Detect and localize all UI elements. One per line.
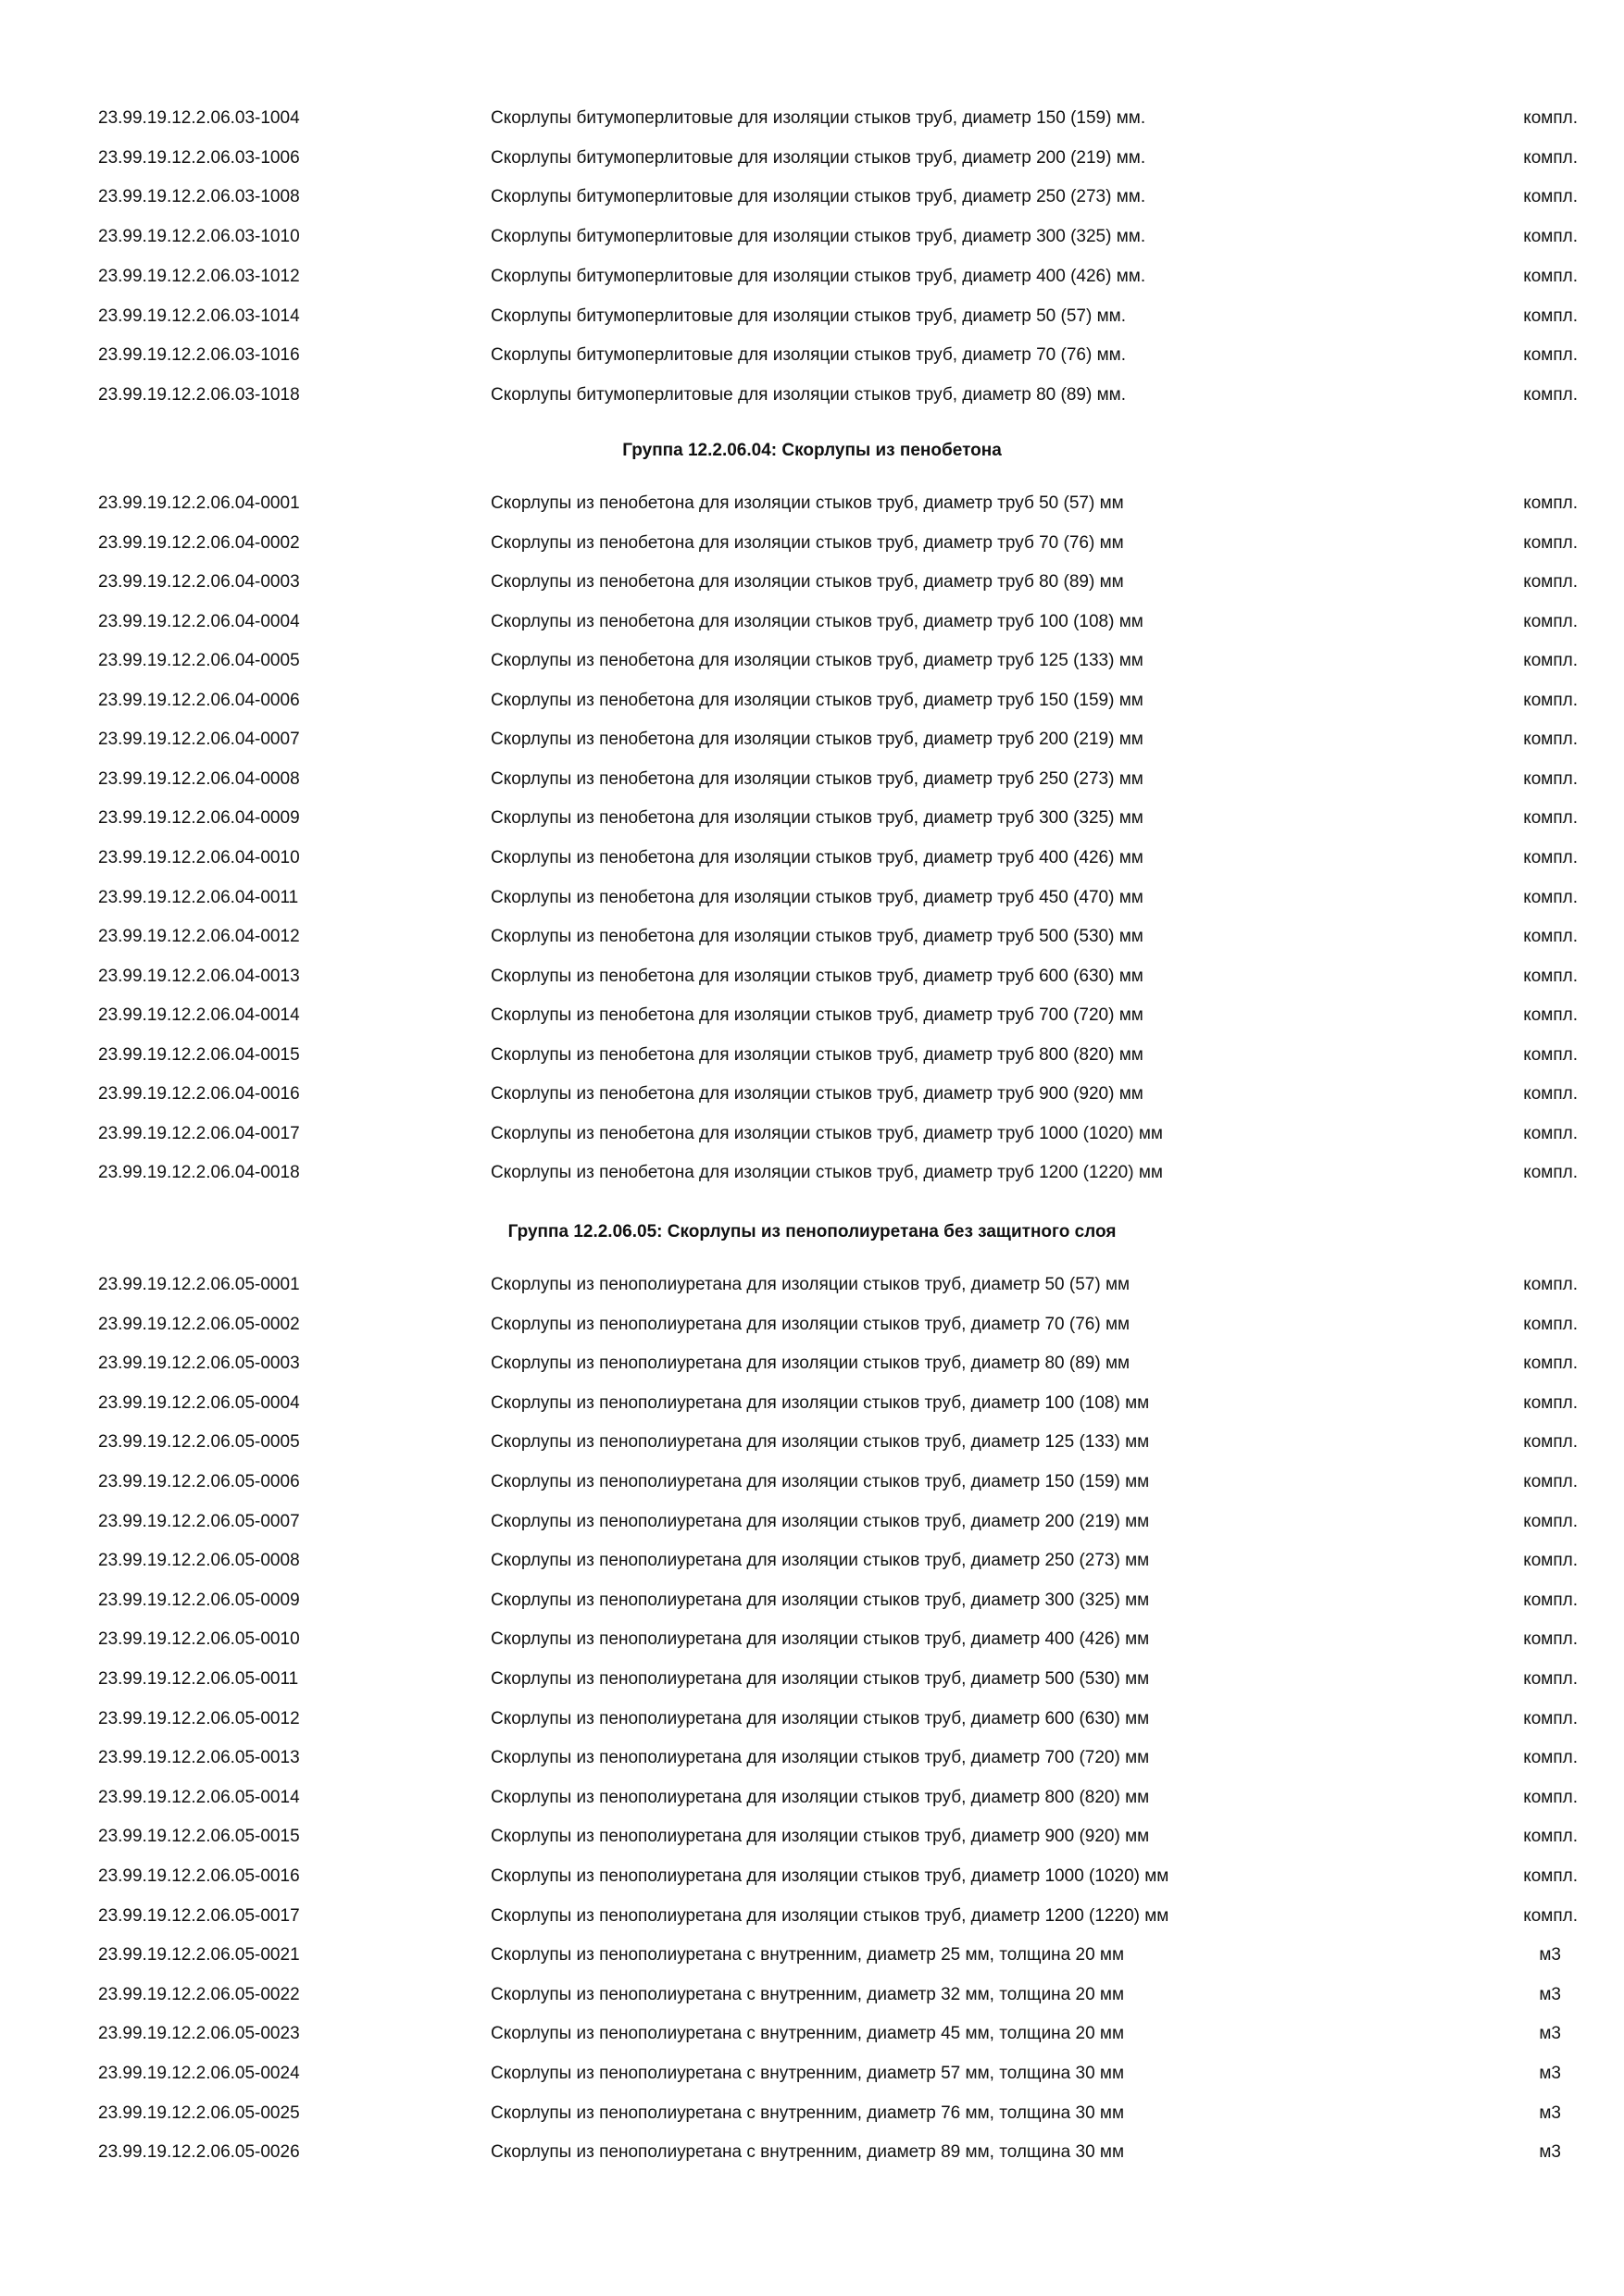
item-unit: компл. (1523, 1787, 1578, 1807)
item-code: 23.99.19.12.2.06.04-0016 (98, 1084, 300, 1104)
item-name: Скорлупы из пенополиуретана с внутренним, диаметр 57 мм, толщина 30 мм (491, 2064, 1125, 2083)
item-code: 23.99.19.12.2.06.03-1004 (98, 108, 300, 128)
table-row (0, 1462, 1624, 1502)
item-code: 23.99.19.12.2.06.04-0017 (98, 1123, 300, 1143)
table-row (0, 1343, 1624, 1383)
item-name: Скорлупы из пенобетона для изоляции стыков труб, диаметр труб 80 (89) мм (491, 572, 1124, 593)
item-unit: компл. (1523, 1629, 1578, 1650)
item-unit: компл. (1523, 1123, 1578, 1143)
item-code: 23.99.19.12.2.06.04-0006 (98, 690, 300, 710)
table-row (0, 562, 1624, 602)
item-name: Скорлупы из пенополиуретана для изоляции стыков труб, диаметр 1200 (1220) мм (491, 1905, 1169, 1926)
item-code: 23.99.19.12.2.06.04-0014 (98, 1005, 300, 1026)
item-unit: компл. (1523, 611, 1578, 631)
table-row (0, 217, 1624, 256)
table-row (0, 838, 1624, 878)
group-header-12-2-06-05: Группа 12.2.06.05: Скорлупы из пенополиуретана без защитного слоя (507, 1222, 1117, 1242)
item-unit: компл. (1523, 227, 1578, 247)
item-name: Скорлупы из пенополиуретана для изоляции стыков труб, диаметр 150 (159) мм (491, 1472, 1150, 1491)
table-row (0, 1035, 1624, 1075)
item-code: 23.99.19.12.2.06.03-1016 (98, 345, 300, 366)
item-name: Скорлупы из пенобетона для изоляции стыков труб, диаметр труб 600 (630) мм (491, 966, 1143, 986)
item-code: 23.99.19.12.2.06.04-0018 (98, 1163, 300, 1183)
item-name: Скорлупы из пенополиуретана с внутренним, диаметр 25 мм, толщина 20 мм (491, 1945, 1125, 1965)
item-name: Скорлупы битумоперлитовые для изоляции стыков труб, диаметр 300 (325) мм. (491, 227, 1146, 247)
item-unit: м3 (1539, 2103, 1561, 2123)
item-name: Скорлупы из пенополиуретана для изоляции стыков труб, диаметр 800 (820) мм (491, 1787, 1150, 1807)
item-unit: компл. (1523, 1669, 1578, 1689)
item-code: 23.99.19.12.2.06.03-1008 (98, 187, 300, 207)
item-code: 23.99.19.12.2.06.04-0007 (98, 730, 300, 750)
item-name: Скорлупы из пенополиуретана для изоляции стыков труб, диаметр 50 (57) мм (491, 1275, 1131, 1294)
item-name: Скорлупы битумоперлитовые для изоляции стыков труб, диаметр 150 (159) мм. (491, 108, 1146, 128)
table-row (0, 798, 1624, 838)
item-unit: компл. (1523, 768, 1578, 789)
table-row (0, 719, 1624, 759)
item-unit: компл. (1523, 493, 1578, 513)
item-name: Скорлупы битумоперлитовые для изоляции стыков труб, диаметр 400 (426) мм. (491, 266, 1146, 286)
item-code: 23.99.19.12.2.06.05-0008 (98, 1551, 300, 1571)
item-name: Скорлупы из пенополиуретана для изоляции стыков труб, диаметр 900 (920) мм (491, 1827, 1150, 1847)
item-code: 23.99.19.12.2.06.05-0005 (98, 1432, 300, 1453)
item-name: Скорлупы из пенобетона для изоляции стыков труб, диаметр труб 250 (273) мм (491, 768, 1143, 789)
item-code: 23.99.19.12.2.06.03-1012 (98, 266, 300, 286)
item-unit: компл. (1523, 384, 1578, 405)
table-row (0, 641, 1624, 680)
table-row (0, 483, 1624, 523)
item-unit: компл. (1523, 1827, 1578, 1847)
item-code: 23.99.19.12.2.06.03-1014 (98, 306, 300, 326)
item-name: Скорлупы из пенобетона для изоляции стыков труб, диаметр труб 300 (325) мм (491, 808, 1143, 829)
item-code: 23.99.19.12.2.06.04-0004 (98, 611, 300, 631)
item-unit: компл. (1523, 1392, 1578, 1413)
table-row (0, 335, 1624, 375)
item-code: 23.99.19.12.2.06.05-0013 (98, 1748, 300, 1768)
item-unit: компл. (1523, 306, 1578, 326)
item-unit: м3 (1539, 1984, 1561, 2004)
item-unit: компл. (1523, 1472, 1578, 1491)
item-unit: компл. (1523, 808, 1578, 829)
item-code: 23.99.19.12.2.06.05-0023 (98, 2024, 300, 2044)
item-code: 23.99.19.12.2.06.03-1018 (98, 384, 300, 405)
item-unit: м3 (1539, 2024, 1561, 2044)
item-unit: компл. (1523, 1708, 1578, 1728)
item-code: 23.99.19.12.2.06.04-0012 (98, 927, 300, 947)
item-name: Скорлупы из пенобетона для изоляции стыков труб, диаметр труб 1000 (1020) мм (491, 1123, 1163, 1143)
item-code: 23.99.19.12.2.06.04-0008 (98, 768, 300, 789)
item-unit: компл. (1523, 690, 1578, 710)
table-row (0, 1935, 1624, 1975)
item-name: Скорлупы из пенобетона для изоляции стыков труб, диаметр труб 450 (470) мм (491, 887, 1143, 907)
item-name: Скорлупы из пенополиуретана с внутренним, диаметр 76 мм, толщина 30 мм (491, 2103, 1125, 2123)
table-row (0, 296, 1624, 336)
item-name: Скорлупы из пенобетона для изоляции стыков труб, диаметр труб 1200 (1220) мм (491, 1163, 1163, 1183)
item-unit: компл. (1523, 730, 1578, 750)
item-name: Скорлупы из пенополиуретана с внутренним, диаметр 89 мм, толщина 30 мм (491, 2142, 1125, 2163)
table-row (0, 602, 1624, 642)
table-row (0, 1153, 1624, 1192)
item-code: 23.99.19.12.2.06.05-0007 (98, 1511, 300, 1531)
item-unit: компл. (1523, 1163, 1578, 1183)
item-name: Скорлупы битумоперлитовые для изоляции стыков труб, диаметр 70 (76) мм. (491, 345, 1126, 366)
item-code: 23.99.19.12.2.06.05-0017 (98, 1905, 300, 1926)
item-unit: компл. (1523, 1354, 1578, 1374)
item-name: Скорлупы из пенобетона для изоляции стыков труб, диаметр труб 70 (76) мм (491, 532, 1124, 553)
item-unit: компл. (1523, 147, 1578, 168)
table-row (0, 1265, 1624, 1304)
item-unit: компл. (1523, 345, 1578, 366)
item-code: 23.99.19.12.2.06.05-0014 (98, 1787, 300, 1807)
item-name: Скорлупы из пенополиуретана для изоляции стыков труб, диаметр 300 (325) мм (491, 1590, 1150, 1610)
item-code: 23.99.19.12.2.06.05-0002 (98, 1314, 300, 1334)
item-code: 23.99.19.12.2.06.04-0002 (98, 532, 300, 553)
table-row (0, 995, 1624, 1035)
group-header-12-2-06-04: Группа 12.2.06.04: Скорлупы из пенобетона (622, 441, 1002, 460)
table-row (0, 1659, 1624, 1699)
item-unit: компл. (1523, 266, 1578, 286)
item-code: 23.99.19.12.2.06.04-0013 (98, 966, 300, 986)
item-code: 23.99.19.12.2.06.04-0005 (98, 651, 300, 671)
item-name: Скорлупы из пенополиуретана для изоляции стыков труб, диаметр 250 (273) мм (491, 1551, 1150, 1571)
item-name: Скорлупы битумоперлитовые для изоляции стыков труб, диаметр 250 (273) мм. (491, 187, 1146, 207)
item-name: Скорлупы битумоперлитовые для изоляции стыков труб, диаметр 200 (219) мм. (491, 147, 1146, 168)
item-unit: м3 (1539, 2064, 1561, 2083)
table-row (0, 1114, 1624, 1154)
item-unit: компл. (1523, 1314, 1578, 1334)
item-code: 23.99.19.12.2.06.04-0003 (98, 572, 300, 593)
table-row (0, 878, 1624, 917)
item-unit: компл. (1523, 1748, 1578, 1768)
item-name: Скорлупы из пенобетона для изоляции стыков труб, диаметр труб 125 (133) мм (491, 651, 1143, 671)
item-unit: компл. (1523, 651, 1578, 671)
table-row (0, 2014, 1624, 2053)
item-name: Скорлупы из пенополиуретана для изоляции стыков труб, диаметр 100 (108) мм (491, 1392, 1150, 1413)
item-code: 23.99.19.12.2.06.05-0026 (98, 2142, 300, 2163)
item-code: 23.99.19.12.2.06.05-0024 (98, 2064, 300, 2083)
item-name: Скорлупы битумоперлитовые для изоляции стыков труб, диаметр 80 (89) мм. (491, 384, 1126, 405)
table-row (0, 2132, 1624, 2172)
table-row (0, 256, 1624, 296)
item-code: 23.99.19.12.2.06.04-0009 (98, 808, 300, 829)
item-code: 23.99.19.12.2.06.03-1010 (98, 227, 300, 247)
table-row (0, 1580, 1624, 1620)
table-row (0, 1856, 1624, 1896)
item-code: 23.99.19.12.2.06.05-0001 (98, 1275, 300, 1294)
table-row (0, 177, 1624, 217)
item-name: Скорлупы из пенобетона для изоляции стыков труб, диаметр труб 800 (820) мм (491, 1044, 1143, 1065)
item-code: 23.99.19.12.2.06.05-0010 (98, 1629, 300, 1650)
table-row (0, 956, 1624, 996)
item-unit: компл. (1523, 1275, 1578, 1294)
item-unit: компл. (1523, 572, 1578, 593)
item-unit: компл. (1523, 108, 1578, 128)
table-row (0, 1896, 1624, 1936)
item-name: Скорлупы из пенополиуретана с внутренним, диаметр 45 мм, толщина 20 мм (491, 2024, 1125, 2044)
item-unit: компл. (1523, 847, 1578, 867)
item-unit: компл. (1523, 532, 1578, 553)
item-unit: компл. (1523, 1551, 1578, 1571)
item-name: Скорлупы из пенополиуретана для изоляции стыков труб, диаметр 80 (89) мм (491, 1354, 1131, 1374)
item-name: Скорлупы из пенополиуретана для изоляции стыков труб, диаметр 125 (133) мм (491, 1432, 1150, 1453)
table-row (0, 375, 1624, 415)
table-row (0, 680, 1624, 720)
item-name: Скорлупы из пенобетона для изоляции стыков труб, диаметр труб 150 (159) мм (491, 690, 1143, 710)
table-row (0, 1816, 1624, 1856)
item-code: 23.99.19.12.2.06.05-0012 (98, 1708, 300, 1728)
table-row (0, 917, 1624, 956)
table-row (0, 2053, 1624, 2093)
item-unit: компл. (1523, 187, 1578, 207)
item-name: Скорлупы из пенополиуретана для изоляции стыков труб, диаметр 400 (426) мм (491, 1629, 1150, 1650)
item-name: Скорлупы битумоперлитовые для изоляции стыков труб, диаметр 50 (57) мм. (491, 306, 1126, 326)
item-code: 23.99.19.12.2.06.04-0010 (98, 847, 300, 867)
item-name: Скорлупы из пенополиуретана для изоляции стыков труб, диаметр 200 (219) мм (491, 1511, 1150, 1531)
item-code: 23.99.19.12.2.06.05-0022 (98, 1984, 300, 2004)
table-row (0, 138, 1624, 178)
item-name: Скорлупы из пенобетона для изоляции стыков труб, диаметр труб 200 (219) мм (491, 730, 1143, 750)
item-code: 23.99.19.12.2.06.05-0015 (98, 1827, 300, 1847)
item-code: 23.99.19.12.2.06.05-0006 (98, 1472, 300, 1491)
item-unit: компл. (1523, 1905, 1578, 1926)
item-name: Скорлупы из пенобетона для изоляции стыков труб, диаметр труб 50 (57) мм (491, 493, 1124, 513)
table-row (0, 1975, 1624, 2015)
table-row (0, 1383, 1624, 1423)
item-unit: компл. (1523, 1866, 1578, 1886)
item-unit: компл. (1523, 1084, 1578, 1104)
item-unit: компл. (1523, 927, 1578, 947)
item-unit: м3 (1539, 1945, 1561, 1965)
item-name: Скорлупы из пенобетона для изоляции стыков труб, диаметр труб 400 (426) мм (491, 847, 1143, 867)
item-unit: компл. (1523, 1590, 1578, 1610)
item-code: 23.99.19.12.2.06.05-0016 (98, 1866, 300, 1886)
item-name: Скорлупы из пенополиуретана для изоляции стыков труб, диаметр 700 (720) мм (491, 1748, 1150, 1768)
item-code: 23.99.19.12.2.06.04-0001 (98, 493, 300, 513)
item-code: 23.99.19.12.2.06.04-0011 (98, 887, 299, 907)
item-code: 23.99.19.12.2.06.05-0004 (98, 1392, 300, 1413)
table-row (0, 1699, 1624, 1739)
item-name: Скорлупы из пенополиуретана для изоляции стыков труб, диаметр 70 (76) мм (491, 1314, 1131, 1334)
item-unit: компл. (1523, 1511, 1578, 1531)
item-unit: компл. (1523, 1044, 1578, 1065)
item-name: Скорлупы из пенобетона для изоляции стыков труб, диаметр труб 900 (920) мм (491, 1084, 1143, 1104)
item-unit: м3 (1539, 2142, 1561, 2163)
item-unit: компл. (1523, 1432, 1578, 1453)
item-code: 23.99.19.12.2.06.03-1006 (98, 147, 300, 168)
table-row (0, 98, 1624, 138)
item-name: Скорлупы из пенополиуретана для изоляции стыков труб, диаметр 600 (630) мм (491, 1708, 1150, 1728)
item-name: Скорлупы из пенобетона для изоляции стыков труб, диаметр труб 500 (530) мм (491, 927, 1143, 947)
item-code: 23.99.19.12.2.06.05-0011 (98, 1669, 299, 1689)
table-row (0, 1074, 1624, 1114)
item-name: Скорлупы из пенополиуретана с внутренним, диаметр 32 мм, толщина 20 мм (491, 1984, 1125, 2004)
table-row (0, 759, 1624, 799)
table-row (0, 1502, 1624, 1541)
item-code: 23.99.19.12.2.06.05-0025 (98, 2103, 300, 2123)
item-code: 23.99.19.12.2.06.05-0021 (98, 1945, 300, 1965)
table-row (0, 1738, 1624, 1778)
table-row (0, 1619, 1624, 1659)
item-unit: компл. (1523, 887, 1578, 907)
table-row (0, 1422, 1624, 1462)
item-name: Скорлупы из пенобетона для изоляции стыков труб, диаметр труб 700 (720) мм (491, 1005, 1143, 1026)
item-name: Скорлупы из пенополиуретана для изоляции стыков труб, диаметр 1000 (1020) мм (491, 1866, 1169, 1886)
item-code: 23.99.19.12.2.06.04-0015 (98, 1044, 300, 1065)
item-name: Скорлупы из пенобетона для изоляции стыков труб, диаметр труб 100 (108) мм (491, 611, 1143, 631)
item-name: Скорлупы из пенополиуретана для изоляции стыков труб, диаметр 500 (530) мм (491, 1669, 1150, 1689)
table-row (0, 1304, 1624, 1344)
item-code: 23.99.19.12.2.06.05-0009 (98, 1590, 300, 1610)
table-row (0, 1778, 1624, 1817)
table-row (0, 523, 1624, 563)
item-unit: компл. (1523, 1005, 1578, 1026)
item-code: 23.99.19.12.2.06.05-0003 (98, 1354, 300, 1374)
item-unit: компл. (1523, 966, 1578, 986)
table-row (0, 2093, 1624, 2133)
table-row (0, 1541, 1624, 1580)
